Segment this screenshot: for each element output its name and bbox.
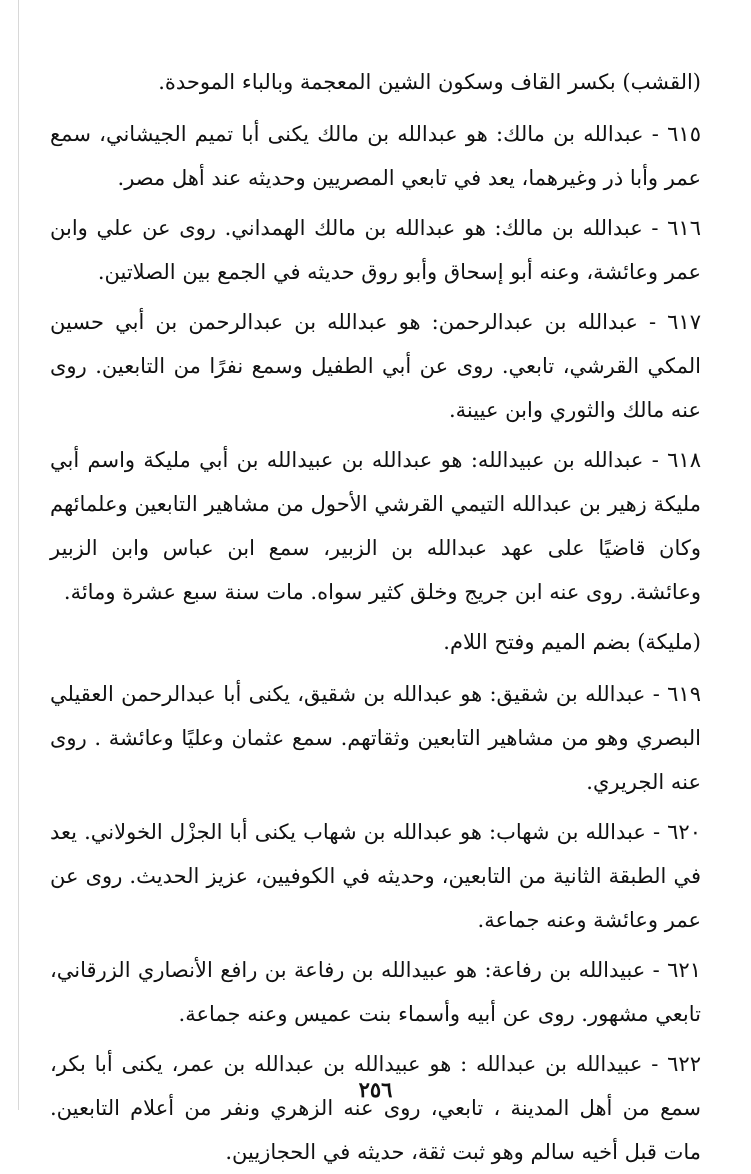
entry-617: ٦١٧ - عبدالله بن عبدالرحمن: هو عبدالله بن عبدالرحمن بن أبي حسين المكي القرشي، تابعي. روى عن أبي الطفيل وسمع نفرًا من التابعين. روى عنه مالك والثوري وابن عيينة.: [50, 310, 701, 422]
entry-621: ٦٢١ - عبيدالله بن رفاعة: هو عبيدالله بن رفاعة بن رافع الأنصاري الزرقاني، تابعي مشهور. روى عن أبيه وأسماء بنت عميس وعنه جماعة.: [50, 958, 701, 1026]
entry-618: ٦١٨ - عبدالله بن عبيدالله: هو عبدالله بن عبيدالله بن أبي مليكة واسم أبي مليكة زهير بن عبدالله التيمي القرشي الأحول من مشاهير التابعين وعلمائهم وكان قاضيًا على عهد عبدالله بن الزبير، سمع ابن عباس وابن الزبير وعائشة. روى عنه ابن جريج وخلق كثير سواه. مات سنة سبع عشرة ومائة.: [50, 448, 701, 604]
entry-615: ٦١٥ - عبدالله بن مالك: هو عبدالله بن مالك يكنى أبا تميم الجيشاني، سمع عمر وأبا ذر وغيرهما، يعد في تابعي المصريين وحديثه عند أهل مصر.: [50, 122, 701, 190]
page-edge-line: [18, 0, 19, 1110]
entry-622: ٦٢٢ - عبيدالله بن عبدالله : هو عبيدالله بن عبدالله بن عمر، يكنى أبا بكر، سمع من أهل المدينة ، تابعي، روى عنه الزهري ونفر من أعلام التابعين. مات قبل أخيه سالم وهو ثبت ثقة، حديثه في الحجازيين.: [50, 1052, 701, 1164]
middle-note: (مليكة) بضم الميم وفتح اللام.: [443, 630, 701, 654]
entry-620: ٦٢٠ - عبدالله بن شهاب: هو عبدالله بن شهاب يكنى أبا الجزْل الخولاني. يعد في الطبقة الثانية من التابعين، وحديثه في الكوفيين، عزيز الحديث. روى عن عمر وعائشة وعنه جماعة.: [50, 820, 701, 932]
entry-616: ٦١٦ - عبدالله بن مالك: هو عبدالله بن مالك الهمداني. روى عن علي وابن عمر وعائشة، وعنه أبو إسحاق وأبو روق حديثه في الجمع بين الصلاتين.: [50, 216, 701, 284]
entry-619: ٦١٩ - عبدالله بن شقيق: هو عبدالله بن شقيق، يكنى أبا عبدالرحمن العقيلي البصري وهو من مشاهير التابعين وثقاتهم. سمع عثمان وعليًا وعائشة . روى عنه الجريري.: [50, 682, 701, 794]
opening-note: (القشب) بكسر القاف وسكون الشين المعجمة وبالباء الموحدة.: [158, 70, 701, 94]
page-number: ٢٥٦: [358, 1077, 393, 1102]
